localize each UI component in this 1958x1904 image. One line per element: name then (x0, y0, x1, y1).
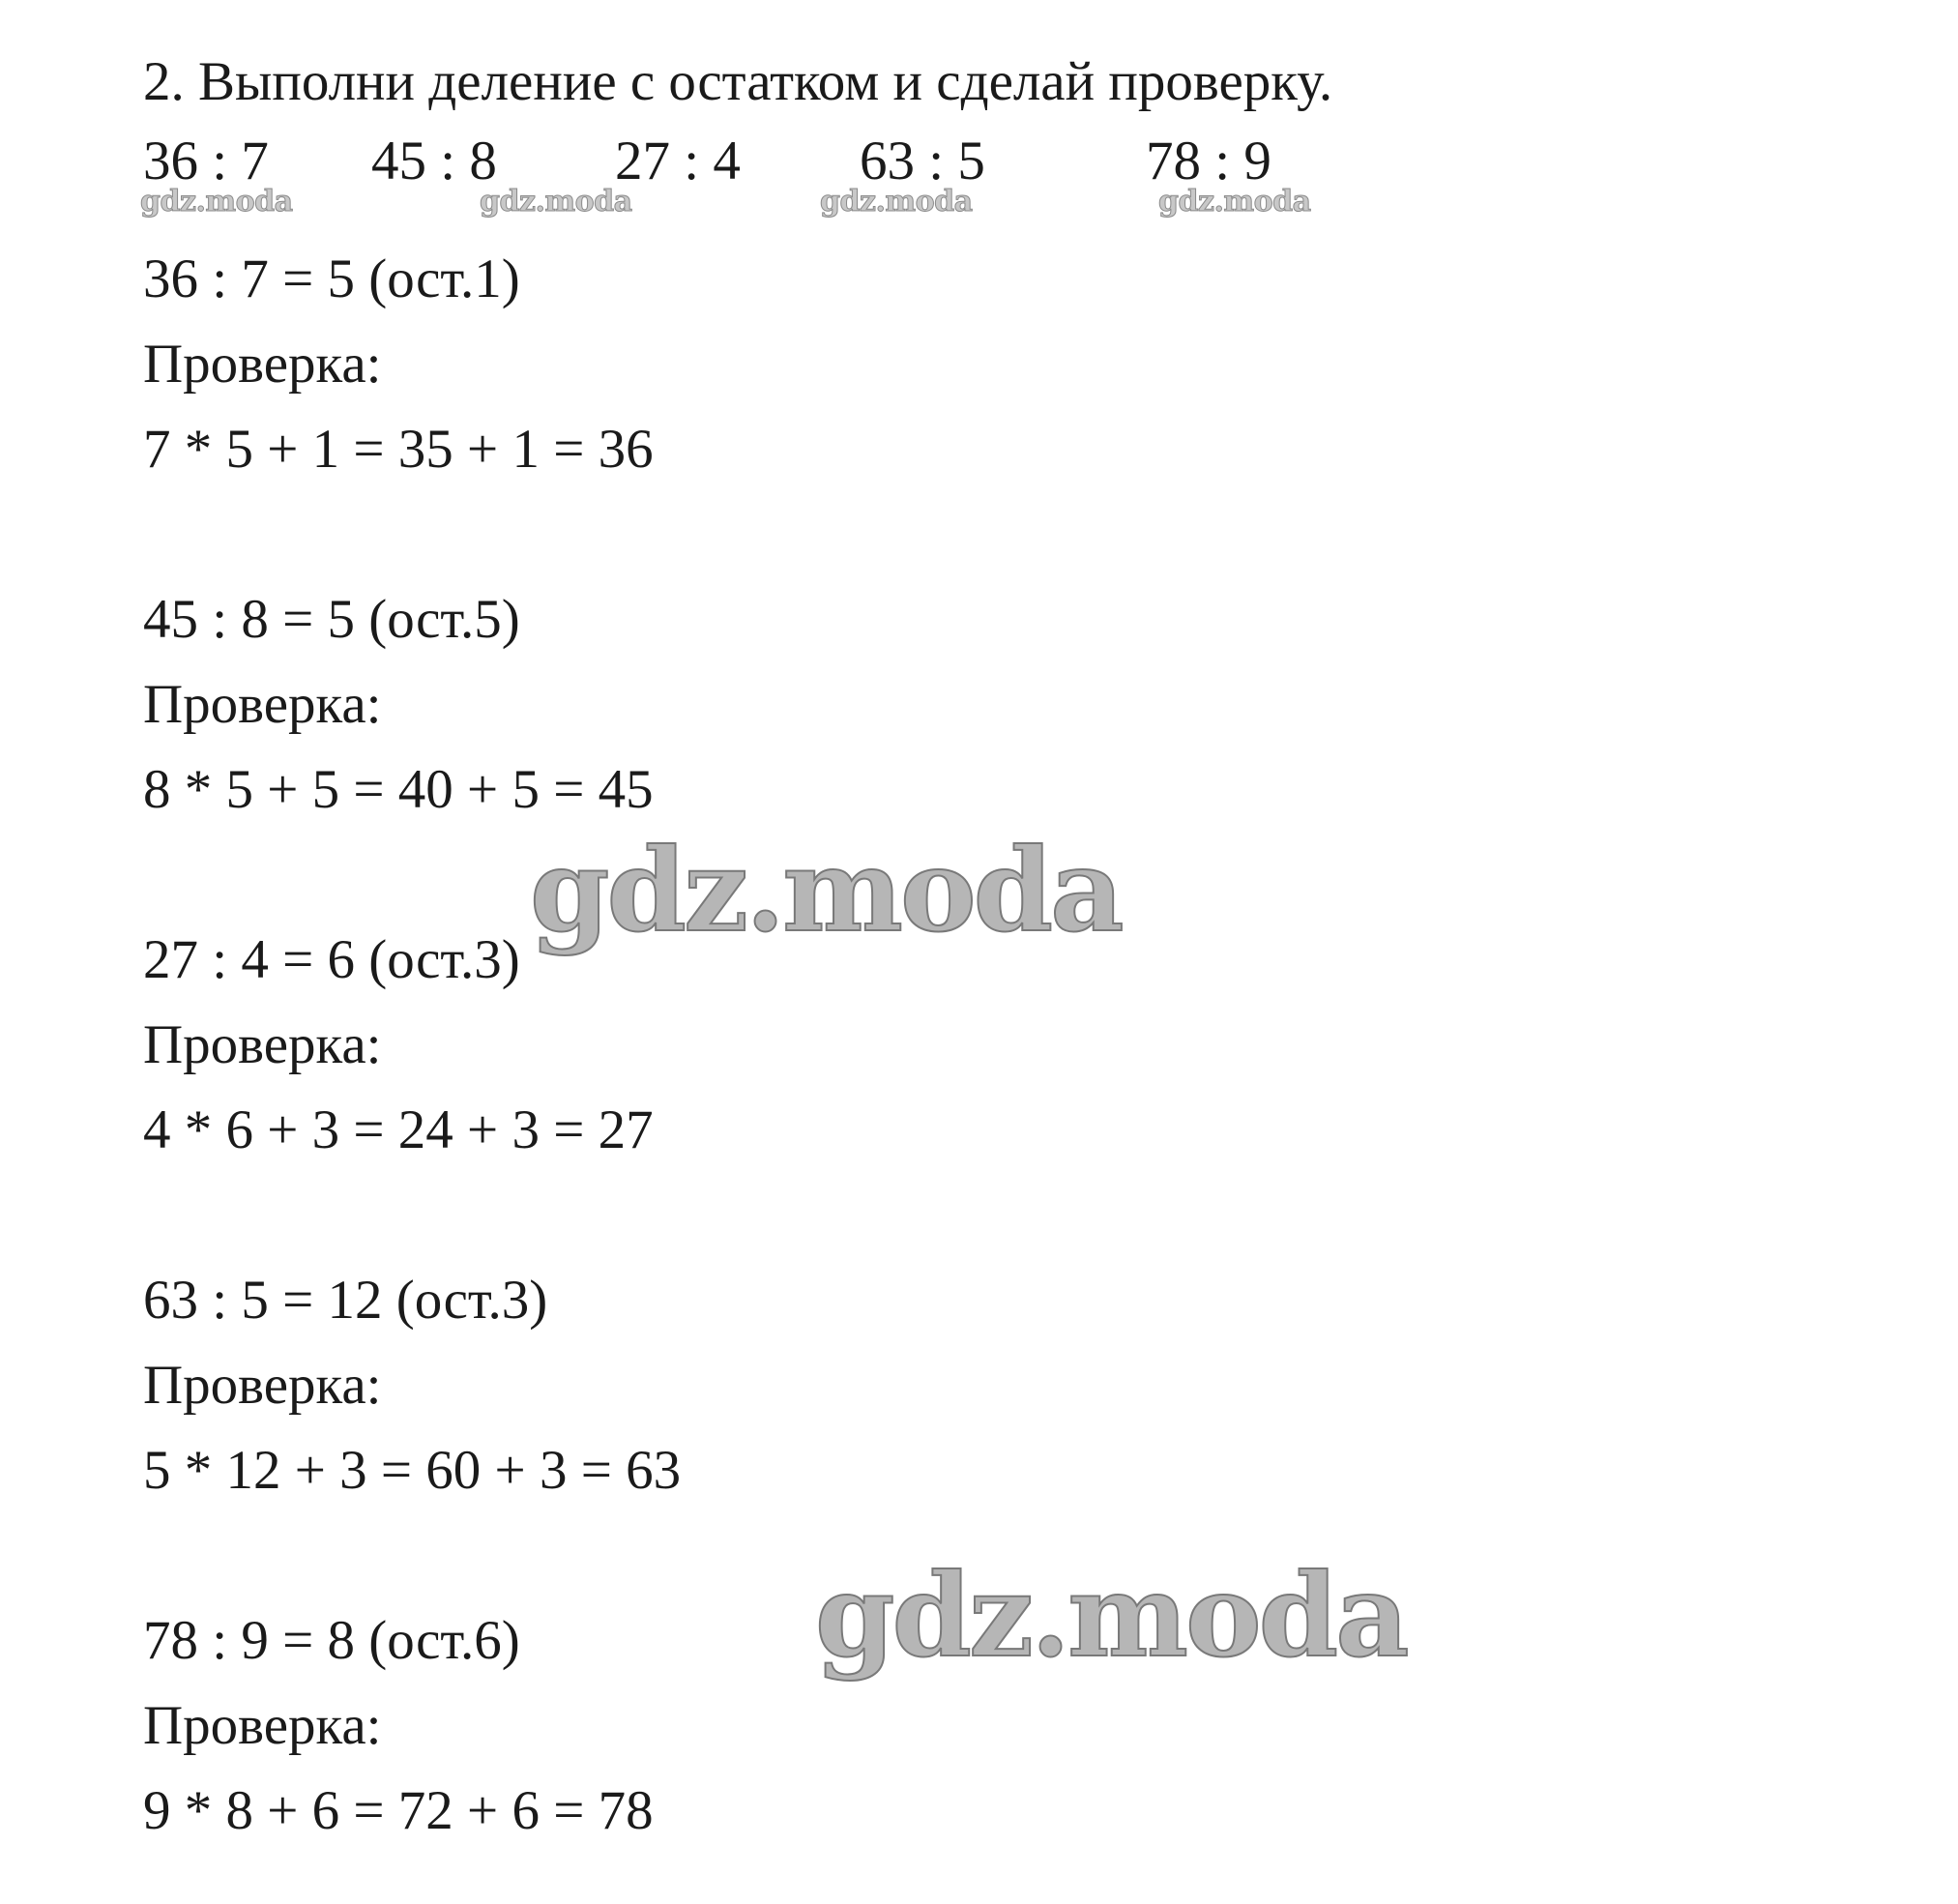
watermark-large: gdz.moda (815, 1548, 1407, 1683)
solution-equation: 27 : 4 = 6 (ост.3) (143, 929, 520, 990)
task-title: 2. Выполни деление с остатком и сделай проверку. (143, 51, 1333, 112)
watermark-large: gdz.moda (530, 823, 1122, 957)
watermark-small: gdz.moda (480, 185, 632, 219)
watermark-small: gdz.moda (1158, 185, 1311, 219)
check-expression: 8 * 5 + 5 = 40 + 5 = 45 (143, 759, 654, 820)
problem-item: 63 : 5 (860, 131, 985, 191)
check-label: Проверка: (143, 1695, 382, 1756)
watermark-small: gdz.moda (140, 185, 293, 219)
check-label: Проверка: (143, 1014, 382, 1075)
check-label: Проверка: (143, 1355, 382, 1416)
problem-item: 45 : 8 (371, 131, 497, 191)
check-expression: 9 * 8 + 6 = 72 + 6 = 78 (143, 1780, 654, 1841)
solution-equation: 78 : 9 = 8 (ост.6) (143, 1610, 520, 1671)
problem-item: 27 : 4 (615, 131, 741, 191)
check-expression: 4 * 6 + 3 = 24 + 3 = 27 (143, 1099, 654, 1160)
solution-equation: 45 : 8 = 5 (ост.5) (143, 589, 520, 650)
problem-item: 36 : 7 (143, 131, 269, 191)
solution-equation: 36 : 7 = 5 (ост.1) (143, 249, 520, 309)
check-label: Проверка: (143, 674, 382, 735)
check-expression: 7 * 5 + 1 = 35 + 1 = 36 (143, 419, 654, 480)
check-label: Проверка: (143, 334, 382, 395)
problem-item: 78 : 9 (1146, 131, 1271, 191)
check-expression: 5 * 12 + 3 = 60 + 3 = 63 (143, 1440, 682, 1501)
watermark-small: gdz.moda (820, 185, 973, 219)
solution-equation: 63 : 5 = 12 (ост.3) (143, 1270, 548, 1331)
